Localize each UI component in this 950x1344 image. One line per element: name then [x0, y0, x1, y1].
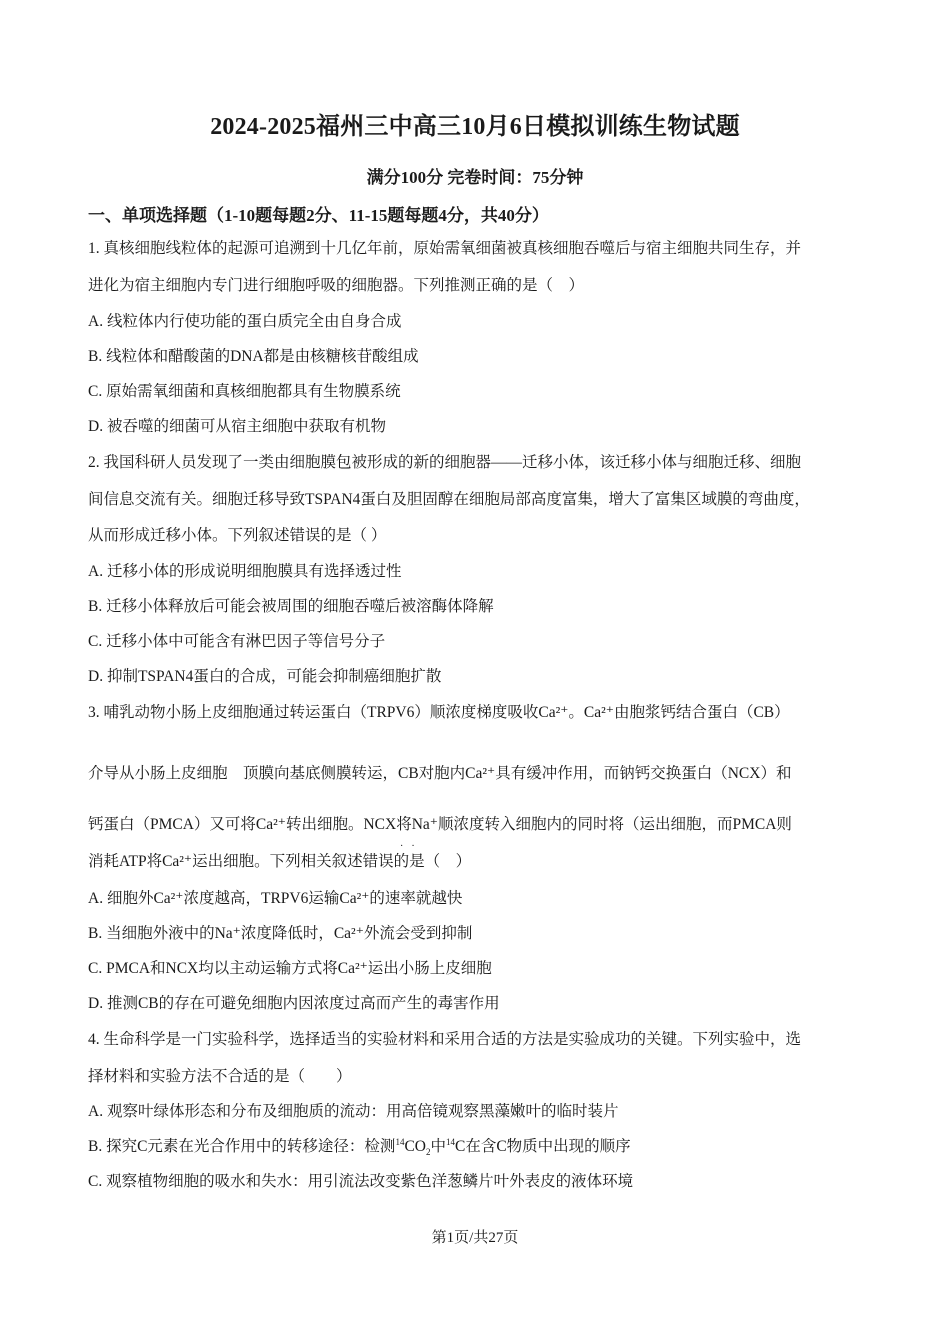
q4-option-b-prefix: B. 探究C元素在光合作用中的转移途径：检测: [88, 1138, 396, 1155]
isotope-mass-number-2: 14: [446, 1136, 455, 1147]
q2-option-a: A. 迁移小体的形成说明细胞膜具有选择透过性: [88, 563, 402, 580]
q3-stem-line-3: 钙蛋白（PMCA）又可将Ca²⁺转出细胞。NCX将Na⁺顺浓度转入细胞内的同时将（运出细胞，而PMCA则: [88, 816, 792, 833]
q4-stem-line-1: 4. 生命科学是一门实验科学，选择适当的实验材料和采用合适的方法是实验成功的关键。下列实验中，选: [88, 1031, 802, 1048]
q4-option-c: C. 观察植物细胞的吸水和失水：用引流法改变紫色洋葱鳞片叶外表皮的液体环境: [88, 1173, 634, 1190]
emphasis-dots: ··: [400, 841, 423, 852]
q1-stem-line-2: 进化为宿主细胞内专门进行细胞呼吸的细胞器。下列推测正确的是（ ）: [88, 277, 585, 294]
q1-option-a: A. 线粒体内行使功能的蛋白质完全由自身合成: [88, 313, 402, 330]
q2-option-c: C. 迁移小体中可能含有淋巴因子等信号分子: [88, 633, 386, 650]
q4-option-b-mid: 中: [430, 1138, 446, 1155]
q1-option-b: B. 线粒体和醋酸菌的DNA都是由核糖核苷酸组成: [88, 348, 419, 365]
page-title: 2024-2025福州三中高三10月6日模拟训练生物试题: [210, 114, 740, 140]
q4-option-b: [88, 1136, 631, 1158]
q2-stem-line-3: 从而形成迁移小体。下列叙述错误的是（ ）: [88, 527, 387, 544]
q1-option-d: D. 被吞噬的细菌可从宿主细胞中获取有机物: [88, 418, 386, 435]
q3-stem-line-2: 介导从小肠上皮细胞 顶膜向基底侧膜转运，CB对胞内Ca²⁺具有缓冲作用，而钠钙交换蛋白（NCX）和: [88, 765, 792, 782]
subscript-2: 2: [425, 1147, 431, 1158]
q2-option-b: B. 迁移小体释放后可能会被周围的细胞吞噬后被溶酶体降解: [88, 598, 494, 615]
q4-option-b-suffix: C在含C物质中出现的顺序: [455, 1138, 631, 1155]
co2-formula: CO: [404, 1138, 426, 1155]
q4-option-a: A. 观察叶绿体形态和分布及细胞质的流动：用高倍镜观察黑藻嫩叶的临时装片: [88, 1103, 619, 1120]
q3-option-b: B. 当细胞外液中的Na⁺浓度降低时，Ca²⁺外流会受到抑制: [88, 925, 473, 942]
q1-option-c: C. 原始需氧细菌和真核细胞都具有生物膜系统: [88, 383, 401, 400]
q3-stem-line-1: 3. 哺乳动物小肠上皮细胞通过转运蛋白（TRPV6）顺浓度梯度吸收Ca²⁺。Ca²⁺由胞浆钙结合蛋白（CB）: [88, 704, 790, 721]
q2-stem-line-1: 2. 我国科研人员发现了一类由细胞膜包被形成的新的细胞器——迁移小体，该迁移小体与细胞迁移、细胞: [88, 454, 802, 471]
q3-option-a: A. 细胞外Ca²⁺浓度越高，TRPV6运输Ca²⁺的速率就越快: [88, 890, 463, 907]
q1-stem-line-1: 1. 真核细胞线粒体的起源可追溯到十几亿年前，原始需氧细菌被真核细胞吞噬后与宿主细胞共同生存，并: [88, 240, 802, 257]
q3-option-c: C. PMCA和NCX均以主动运输方式将Ca²⁺运出小肠上皮细胞: [88, 960, 492, 977]
isotope-mass-number: 14: [395, 1136, 405, 1147]
q2-stem-line-2: 间信息交流有关。细胞迁移导致TSPAN4蛋白及胆固醇在细胞局部高度富集，增大了富集区域膜的弯曲度，: [88, 491, 810, 508]
q4-stem-line-2: 择材料和实验方法不合适的是（ ）: [88, 1068, 352, 1085]
q3-option-d: D. 推测CB的存在可避免细胞内因浓度过高而产生的毒害作用: [88, 995, 500, 1012]
page-number: 第1页/共27页: [431, 1230, 519, 1246]
q3-stem-line-4: 消耗ATP将Ca²⁺运出细胞。下列相关叙述错误的是（ ）: [88, 853, 472, 870]
q2-option-d: D. 抑制TSPAN4蛋白的合成，可能会抑制癌细胞扩散: [88, 668, 442, 685]
section-heading: 一、单项选择题（1-10题每题2分、11-15题每题4分，共40分）: [88, 206, 549, 225]
exam-info: 满分100分 完卷时间：75分钟: [366, 168, 584, 187]
